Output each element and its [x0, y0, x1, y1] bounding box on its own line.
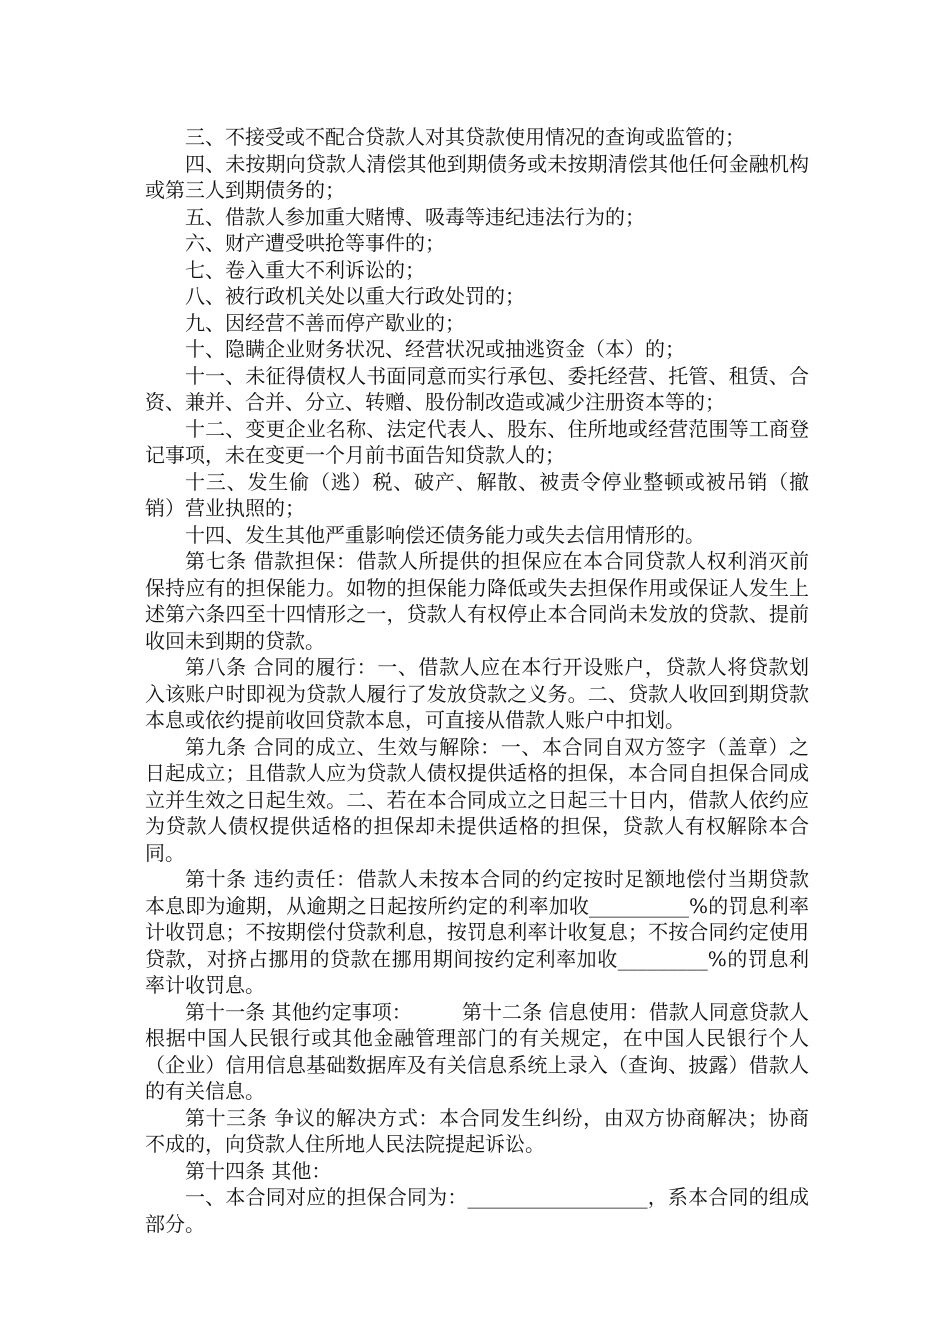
clause-7-litigation: 七、卷入重大不利诉讼的； [185, 257, 425, 282]
article-7-guarantee: 第七条 借款担保：借款人所提供的担保应在本合同贷款人权利消灭前保持应有的担保能力。如物的担保能力降低或失去担保作用或保证人发生上述第六条四至十四情形之一，贷款人有权停止本合同尚未发放的贷款、提前收回未到期的贷款。 [145, 549, 809, 653]
article-9-formation-effect: 第九条 合同的成立、生效与解除：一、本合同自双方签字（盖章）之日起成立；且借款人应为贷款人债权提供适格的担保，本合同自担保合同成立并生效之日起生效。二、若在本合同成立之日起三十日内，借款人依约应为贷款人债权提供适格的担保却未提供适格的担保，贷款人有权解除本合同。 [145, 734, 809, 865]
clause-13-tax-bankruptcy: 十三、发生偷（逃）税、破产、解散、被责令停业整顿或被吊销（撤销）营业执照的； [145, 469, 809, 520]
clause-3-no-cooperation: 三、不接受或不配合贷款人对其贷款使用情况的查询或监管的； [185, 125, 745, 149]
clause-4-overdue-debts: 四、未按期向贷款人清偿其他到期债务或未按期清偿其他任何金融机构或第三人到期债务的； [145, 151, 809, 202]
article-14-item-1: 一、本合同对应的担保合同为：__________________，系本合同的组成部分。 [145, 1185, 809, 1236]
clause-9-business-suspension: 九、因经营不善而停产歇业的； [185, 310, 465, 335]
clause-11-restructuring: 十一、未征得债权人书面同意而实行承包、委托经营、托管、租赁、合资、兼并、合并、分立、转赠、股份制改造或减少注册资本等的； [145, 363, 809, 414]
clause-10-concealment: 十、隐瞒企业财务状况、经营状况或抽逃资金（本）的； [185, 337, 685, 361]
article-14-heading: 第十四条 其他： [185, 1158, 332, 1183]
clause-5-illegal-acts: 五、借款人参加重大赌博、吸毒等违纪违法行为的； [185, 204, 645, 229]
clause-14-other-credit-loss: 十四、发生其他严重影响偿还债务能力或失去信用情形的。 [185, 522, 705, 547]
article-10-liability: 第十条 违约责任：借款人未按本合同的约定按时足额地偿付当期贷款本息即为逾期，从逾期之日起按所约定的利率加收__________%的罚息利率计收罚息；不按期偿付贷款利息，按罚息利率计收复息；不按合同约定使用贷款，对挤占挪用的贷款在挪用期间按约定利率加收_________%的罚息利率计收罚息。 [145, 867, 809, 997]
article-8-performance: 第八条 合同的履行：一、借款人应在本行开设账户，贷款人将贷款划入该账户时即视为贷款人履行了发放贷款之义务。二、贷款人收回到期贷款本息或依约提前收回贷款本息，可直接从借款人账户中扣划。 [145, 655, 809, 732]
clause-8-administrative-penalty: 八、被行政机关处以重大行政处罚的； [185, 284, 525, 308]
document-page [145, 124, 809, 1237]
clause-12-registration-change: 十二、变更企业名称、法定代表人、股东、住所地或经营范围等工商登记事项，未在变更一个月前书面告知贷款人的； [145, 416, 809, 467]
clause-6-property-looted: 六、财产遭受哄抢等事件的； [185, 231, 445, 255]
article-11-12-other-info-use: 第十一条 其他约定事项： 第十二条 信息使用：借款人同意贷款人根据中国人民银行或其他金融管理部门的有关规定，在中国人民银行个人（企业）信用信息基础数据库及有关信息系统上录入（查询、披露）借款人的有关信息。 [145, 999, 809, 1103]
article-13-dispute-resolution: 第十三条 争议的解决方式：本合同发生纠纷，由双方协商解决；协商不成的，向贷款人住所地人民法院提起诉讼。 [145, 1105, 809, 1156]
